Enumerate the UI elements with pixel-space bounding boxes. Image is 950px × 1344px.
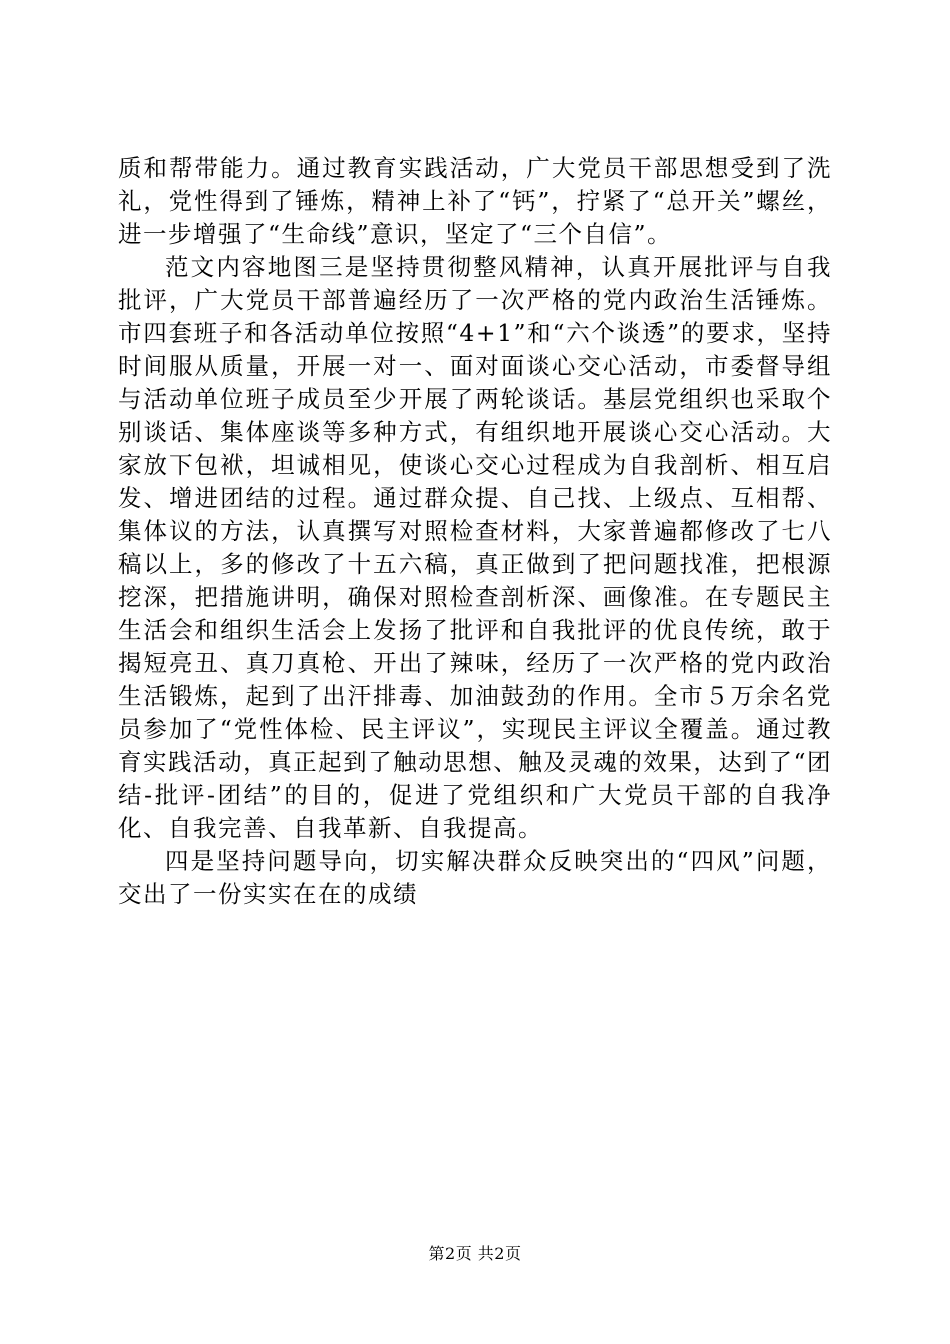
paragraph-problem-orientation: 四是坚持问题导向，切实解决群众反映突出的“四风”问题，交出了一份实实在在的成绩 <box>118 847 832 908</box>
page-number-footer: 第2页 共2页 <box>428 1244 522 1263</box>
document-body <box>118 152 832 911</box>
paragraph-rectification-spirit: 范文内容地图三是坚持贯彻整风精神，认真开展批评与自我批评，广大党员干部普遍经历了一次严格的党内政治生活锤炼。市四套班子和各活动单位按照“4+1”和“六个谈透”的要求，坚持时间服从质量，开展一对一、面对面谈心交心活动，市委督导组与活动单位班子成员至少开展了两轮谈话。基层党组织也采取个别谈话、集体座谈等多种方式，有组织地开展谈心交心活动。大家放下包袱，坦诚相见，使谈心交心过程成为自我剖析、相互启发、增进团结的过程。通过群众提、自己找、上级点、互相帮、集体议的方法，认真撰写对照检查材料，大家普遍都修改了七八稿以上，多的修改了十五六稿，真正做到了把问题找准，把根源挖深，把措施讲明，确保对照检查剖析深、画像准。在专题民主生活会和组织生活会上发扬了批评和自我批评的优良传统，敢于揭短亮丑、真刀真枪、开出了辣味，经历了一次严格的党内政治生活锻炼，起到了出汗排毒、加油鼓劲的作用。全市５万余名党员参加了“党性体检、民主评议”，实现民主评议全覆盖。通过教育实践活动，真正起到了触动思想、触及灵魂的效果，达到了“团结-批评-团结”的目的，促进了党组织和广大党员干部的自我净化、自我完善、自我革新、自我提高。 <box>118 253 832 842</box>
paragraph-continuation: 质和帮带能力。通过教育实践活动，广大党员干部思想受到了洗礼，党性得到了锤炼，精神上补了“钙”，拧紧了“总开关”螺丝，进一步增强了“生命线”意识，坚定了“三个自信”。 <box>118 154 832 248</box>
